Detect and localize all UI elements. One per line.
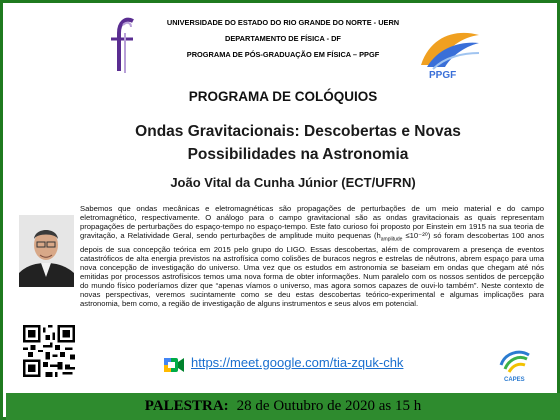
- talk-title: [113, 120, 483, 166]
- capes-logo: [495, 343, 535, 383]
- footer-bar: [6, 393, 560, 420]
- abstract-subscript: amplitude: [380, 236, 403, 243]
- qr-code[interactable]: [23, 325, 75, 377]
- speaker-photo: [19, 215, 74, 287]
- department-logo: [103, 15, 147, 77]
- capes-logo-text: CAPES: [504, 377, 525, 383]
- google-meet-icon: [163, 356, 185, 374]
- meet-link[interactable]: https://meet.google.com/tia-zquk-chk: [191, 355, 404, 370]
- abstract-text: [80, 204, 544, 309]
- institution-header: [143, 15, 423, 63]
- abstract-part2: ≤10⁻²⁰) só foram descobertas 100 anos depois de sua concepção teórica em 2015 pelo grupo do LIGO. Essas descobertas, além de comprovarem a presença de eventos catastróficos de alta energia previstos na astrofísica como colisões de buracos negros e estrelas de nêutrons, abrem espaço para uma nova concepção de investigação do universo. Uma vez que os estudos em astronomia se baseiam em ondas que chegam até nós emitidas por processos astrofísicos temos uma nova forma de obter informações. Num paralelo com os nossos sentidos de percepção do mundo físico poderíamos dizer que “apenas víamos o universo, mas agora somos capazes de ouvi-lo também”. Neste contexto de novas perspectivas, veremos sucintamente como se deu estas descobertas teórico-experimental e algumas implicações para astronomia, bem como, a região de investigação de alguns instrumentos e seus alvos em potencial.: [80, 231, 545, 309]
- program-name: PROGRAMA DE PÓS-GRADUAÇÃO EM FÍSICA – PPGF: [186, 50, 380, 59]
- ppgf-logo: [417, 25, 483, 81]
- ppgf-logo-text: PPGF: [429, 70, 457, 81]
- department-name: DEPARTAMENTO DE FÍSICA - DF: [225, 34, 341, 43]
- university-name: UNIVERSIDADE DO ESTADO DO RIO GRANDE DO NORTE - UERN: [166, 18, 400, 27]
- talk-title-line2: Possibilidades na Astronomia: [187, 146, 409, 163]
- speaker-name: João Vital da Cunha Júnior (ECT/UFRN): [170, 175, 416, 190]
- abstract-part1: Sabemos que ondas mecânicas e eletromagnéticas são propagações de perturbações de um meio material e do campo eletromagnético, respectivamente. O análogo para o campo gravitacional são as ondas gravitacionais as quais representam propagações de perturbações do espaço-tempo no espaço-tempo. Este fato curioso foi proposto por Einstein em 1915 na sua teoria de gravitação, a Relatividade Geral, sendo perturbações de amplitude muito pequenas (h: [80, 204, 544, 241]
- program-title: PROGRAMA DE COLÓQUIOS: [188, 89, 378, 104]
- talk-title-line1: Ondas Gravitacionais: Descobertas e Novas: [135, 123, 461, 140]
- footer-label: PALESTRA:: [144, 398, 229, 414]
- footer-datetime: 28 de Outubro de 2020 as 15 h: [236, 398, 422, 414]
